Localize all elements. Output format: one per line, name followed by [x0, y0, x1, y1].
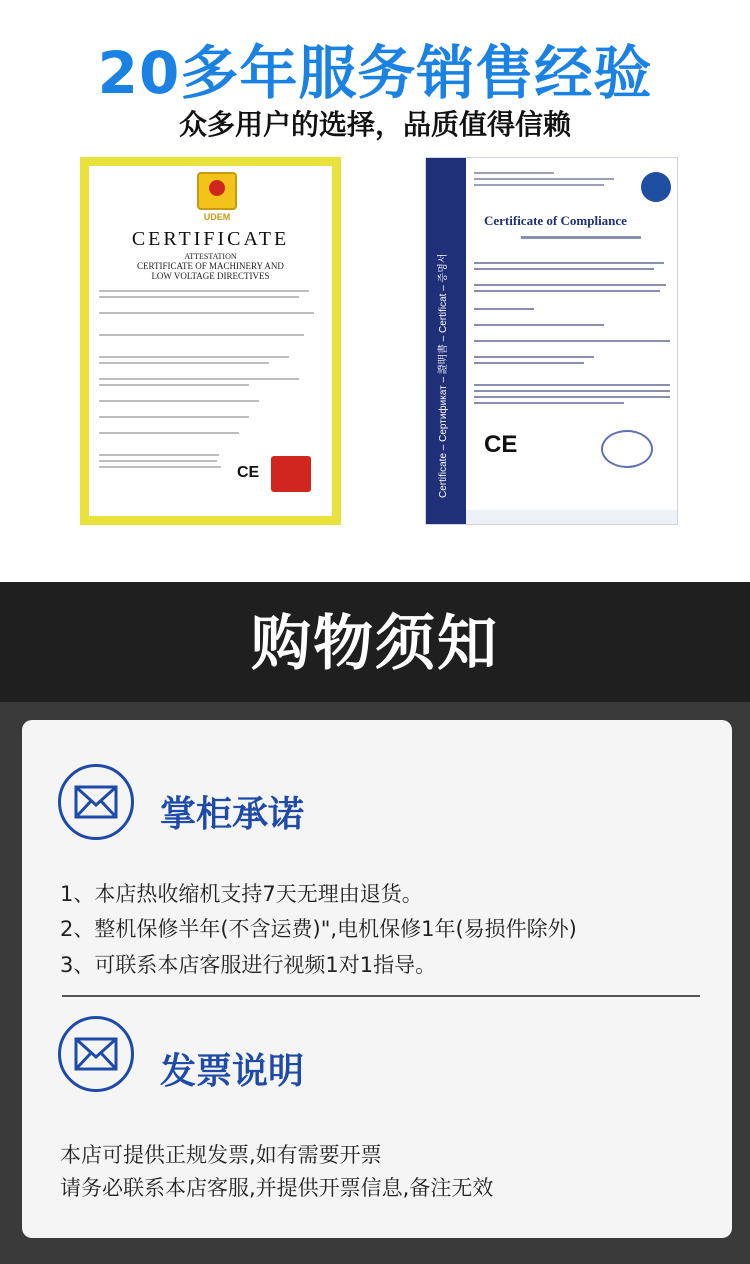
zkt-side-text: Certificate – Сертификат – 證明書 – Certificat – 증명서 — [438, 253, 449, 498]
udem-ce-mark: CE — [237, 464, 260, 481]
zkt-header-text-block — [474, 170, 624, 188]
invoice-item-1: 本店可提供正规发票,如有需要开票 — [60, 1143, 382, 1167]
zkt-footer-strip — [466, 510, 678, 525]
zkt-certificate-image — [425, 157, 678, 525]
envelope-icon — [58, 1016, 134, 1092]
udem-seal-icon — [271, 456, 311, 492]
headline: 20多年服务销售经验 — [97, 39, 653, 107]
udem-brand: UDEM — [203, 212, 231, 222]
promise-title: 掌柜承诺 — [160, 794, 305, 835]
udem-subtitle-line2: LOW VOLTAGE DIRECTIVES — [151, 271, 270, 281]
envelope-icon — [58, 764, 134, 840]
udem-crest-icon — [197, 172, 237, 210]
promise-item-3: 3、可联系本店客服进行视频1对1指导。 — [60, 953, 437, 977]
udem-certificate-title: CERTIFICATE — [131, 228, 290, 250]
zkt-logo-icon — [641, 172, 671, 202]
subheadline: 众多用户的选择，品质值得信赖 — [178, 108, 571, 141]
section-divider — [62, 995, 700, 997]
udem-certificate-image — [80, 157, 341, 525]
zkt-ce-mark: CE — [484, 431, 518, 458]
udem-subtitle-small: ATTESTATION — [184, 252, 237, 261]
invoice-item-2: 请务必联系本店客服,并提供开票信息,备注无效 — [60, 1176, 494, 1200]
zkt-certificate-title: Certificate of Compliance — [484, 213, 627, 228]
promise-item-1: 1、本店热收缩机支持7天无理由退货。 — [60, 882, 423, 906]
udem-subtitle-line1: CERTIFICATE OF MACHINERY AND — [137, 261, 284, 271]
zkt-stamp-icon — [601, 430, 653, 468]
udem-certificate-body — [99, 286, 321, 472]
promise-item-2: 2、整机保修半年(不含运费)",电机保修1年(易损件除外) — [60, 917, 577, 941]
certification-section — [0, 0, 750, 582]
notice-title: 购物须知 — [251, 609, 499, 679]
zkt-certificate-body — [474, 258, 672, 448]
zkt-certificate-number — [521, 236, 641, 239]
invoice-title: 发票说明 — [160, 1051, 305, 1092]
